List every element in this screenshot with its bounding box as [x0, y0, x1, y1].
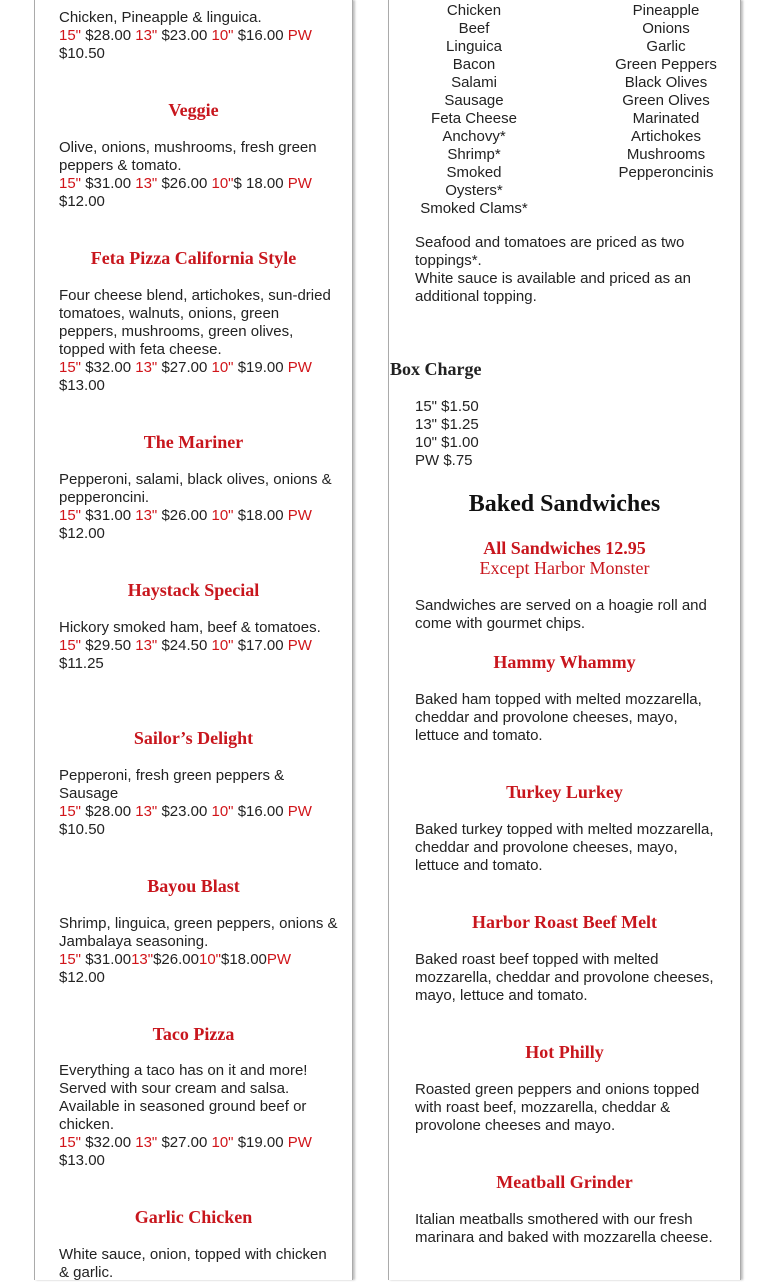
size-pw-label: PW [287, 637, 312, 654]
veg-topping-item: Marinated [632, 110, 700, 127]
size-pw-label: PW [287, 359, 312, 376]
pizza-desc: Hickory smoked ham, beef & tomatoes. [59, 619, 321, 636]
size-15-label: 15" [59, 27, 82, 44]
size-pw-label: PW [287, 27, 312, 44]
price-10: $19.00 [237, 1134, 284, 1151]
intro-desc: Chicken, Pineapple & linguica. [59, 9, 262, 26]
box-charge-15: 15" $1.50 [415, 398, 479, 415]
price-13: $26.00 [161, 507, 208, 524]
pizza-menu-column [34, 0, 353, 1280]
pizza-desc: Olive, onions, mushrooms, fresh green peppers & tomato. [59, 139, 317, 174]
size-pw-label: PW [287, 507, 312, 524]
box-charge-13: 13" $1.25 [415, 416, 479, 433]
size-15-label: 15" [59, 175, 82, 192]
price-15: $28.00 [85, 803, 132, 820]
sandwiches-except-line: Except Harbor Monster [479, 558, 650, 578]
price-15: $32.00 [85, 359, 132, 376]
size-10-label: 10" [211, 1134, 234, 1151]
price-pw: $13.00 [59, 1152, 105, 1169]
size-13-label: 13" [135, 359, 158, 376]
size-15-label: 15" [59, 951, 82, 968]
size-15-label: 15" [59, 359, 82, 376]
price-15: $31.00 [85, 507, 132, 524]
size-pw-label: PW [287, 175, 312, 192]
pizza-title-haystack: Haystack Special [127, 580, 260, 600]
pizza-item-feta [59, 287, 339, 395]
price-pw: $10.50 [59, 45, 105, 62]
price-15: $32.00 [85, 1134, 132, 1151]
size-10-label: 10" [198, 951, 221, 968]
pizza-title-feta: Feta Pizza California Style [90, 248, 297, 268]
sandwich-desc-hot-philly: Roasted green peppers and onions topped with roast beef, mozzarella, cheddar & provolone cheeses and mayo. [415, 1081, 700, 1134]
price-10: $18.00 [237, 507, 284, 524]
size-10-label: 10" [211, 27, 234, 44]
price-pw: $11.25 [59, 655, 104, 672]
pizza-item-bayou [59, 915, 339, 987]
size-13-label: 13" [135, 637, 158, 654]
topping-note-seafood: Seafood and tomatoes are priced as two toppings*. [415, 234, 685, 269]
price-pw: $12.00 [59, 525, 105, 542]
meat-topping-item: Salami [451, 74, 497, 91]
size-13-label: 13" [131, 951, 154, 968]
pizza-desc: Shrimp, linguica, green peppers, onions & Jambalaya seasoning. [59, 915, 338, 950]
veg-topping-item: Artichokes [630, 128, 702, 145]
meat-topping-item: Sausage [444, 92, 504, 109]
price-10: $17.00 [237, 637, 284, 654]
size-10-label: 10" [211, 359, 234, 376]
size-15-label: 15" [59, 803, 82, 820]
price-13: $24.50 [161, 637, 208, 654]
pizza-desc: White sauce, onion, topped with chicken & garlic. [59, 1246, 327, 1281]
meat-topping-item: Chicken [446, 2, 502, 19]
pizza-item-taco [59, 1062, 339, 1170]
veg-topping-item: Garlic [646, 38, 686, 55]
veg-topping-item: Pepperoncinis [618, 164, 714, 181]
sandwich-title-meatball-grinder: Meatball Grinder [496, 1172, 633, 1192]
box-charge-list [415, 398, 725, 470]
veg-topping-item: Onions [642, 20, 690, 37]
price-13: $23.00 [161, 803, 208, 820]
topping-note-white-sauce: White sauce is available and priced as an additional topping. [415, 270, 691, 305]
meat-topping-item: Beef [458, 20, 490, 37]
price-13: $26.00 [161, 175, 208, 192]
meat-topping-item: Smoked Clams* [420, 200, 528, 217]
sandwich-title-hot-philly: Hot Philly [525, 1042, 604, 1062]
veg-topping-item: Pineapple [632, 2, 700, 19]
sandwich-title-hammy-whammy: Hammy Whammy [493, 652, 636, 672]
price-10: $19.00 [237, 359, 284, 376]
size-10-label: 10" [211, 637, 234, 654]
size-pw-label: PW [266, 951, 292, 968]
meat-topping-item: Bacon [452, 56, 496, 73]
price-10: $ 18.00 [233, 175, 284, 192]
size-10-label: 10" [211, 803, 234, 820]
size-15-label: 15" [59, 1134, 82, 1151]
size-10-label: 10" [211, 175, 234, 192]
sandwich-desc-meatball-grinder: Italian meatballs smothered with our fresh marinara and baked with mozzarella cheese. [415, 1211, 713, 1246]
pizza-title-bayou: Bayou Blast [147, 876, 240, 896]
meat-topping-item: Smoked [446, 164, 502, 181]
price-13: $23.00 [161, 27, 208, 44]
size-13-label: 13" [135, 27, 158, 44]
size-13-label: 13" [135, 175, 158, 192]
box-charge-pw: PW $.75 [415, 452, 473, 469]
meat-topping-item: Shrimp* [447, 146, 501, 163]
pizza-title-taco: Taco Pizza [152, 1024, 235, 1044]
pizza-title-sailor: Sailor’s Delight [133, 728, 254, 748]
sandwich-desc-hammy-whammy: Baked ham topped with melted mozzarella, cheddar and provolone cheeses, mayo, lettuce and tomato. [415, 691, 702, 744]
veg-topping-item: Mushrooms [626, 146, 706, 163]
price-pw: $10.50 [59, 821, 105, 838]
pizza-item-haystack [59, 619, 339, 673]
price-13: $27.00 [161, 1134, 208, 1151]
price-15: $29.50 [85, 637, 132, 654]
meat-toppings-list [409, 2, 539, 218]
sandwiches-price-line: All Sandwiches 12.95 [483, 538, 646, 558]
price-10: $18.00 [221, 951, 267, 968]
price-pw: $12.00 [59, 193, 105, 210]
price-10: $16.00 [237, 27, 284, 44]
sandwiches-intro: Sandwiches are served on a hoagie roll and come with gourmet chips. [415, 597, 707, 632]
size-13-label: 13" [135, 803, 158, 820]
veggie-toppings-list [601, 2, 731, 182]
sandwiches-title: Baked Sandwiches [468, 491, 661, 517]
pizza-desc: Everything a taco has on it and more! Served with sour cream and salsa. Available in seasoned ground beef or chicken. [59, 1062, 308, 1133]
sandwich-desc-roast-beef-melt: Baked roast beef topped with melted mozzarella, cheddar and provolone cheeses, mayo, lettuce and tomato. [415, 951, 714, 1004]
meat-topping-item: Oysters* [445, 182, 503, 199]
pizza-desc: Pepperoni, fresh green peppers & Sausage [59, 767, 285, 802]
pizza-desc: Four cheese blend, artichokes, sun-dried tomatoes, walnuts, onions, green peppers, mushrooms, green olives, topped with feta cheese. [59, 287, 331, 358]
price-pw: $13.00 [59, 377, 105, 394]
toppings-sandwich-column [388, 0, 741, 1280]
price-13: $26.00 [153, 951, 199, 968]
pizza-title-mariner: The Mariner [143, 432, 244, 452]
size-13-label: 13" [135, 507, 158, 524]
meat-topping-item: Linguica [446, 38, 502, 55]
meat-topping-item: Anchovy* [442, 128, 506, 145]
price-10: $16.00 [237, 803, 284, 820]
price-15: $28.00 [85, 27, 132, 44]
pizza-item-mariner [59, 471, 339, 543]
pizza-title-veggie: Veggie [168, 100, 219, 120]
size-13-label: 13" [135, 1134, 158, 1151]
veg-topping-item: Green Peppers [615, 56, 717, 73]
box-charge-10: 10" $1.00 [415, 434, 479, 451]
meat-topping-item: Feta Cheese [431, 110, 517, 127]
pizza-item-veggie [59, 139, 339, 211]
intro-item [59, 9, 339, 63]
pizza-item-sailor [59, 767, 339, 839]
veg-topping-item: Black Olives [624, 74, 708, 91]
price-13: $27.00 [161, 359, 208, 376]
sandwich-desc-turkey-lurkey: Baked turkey topped with melted mozzarella, cheddar and provolone cheeses, mayo, lettuce and tomato. [415, 821, 714, 874]
sandwich-title-turkey-lurkey: Turkey Lurkey [506, 782, 623, 802]
sandwich-title-roast-beef-melt: Harbor Roast Beef Melt [471, 912, 658, 932]
box-charge-title: Box Charge [390, 359, 482, 379]
pizza-title-garlic-chicken: Garlic Chicken [134, 1207, 253, 1227]
price-15: $31.00 [85, 951, 132, 968]
size-pw-label: PW [287, 803, 312, 820]
veg-topping-item: Green Olives [622, 92, 710, 109]
price-15: $31.00 [85, 175, 132, 192]
pizza-desc: Pepperoni, salami, black olives, onions & pepperoncini. [59, 471, 332, 506]
price-pw: $12.00 [59, 969, 105, 986]
size-15-label: 15" [59, 637, 82, 654]
pizza-item-garlic-chicken [59, 1246, 339, 1282]
size-10-label: 10" [211, 507, 234, 524]
size-pw-label: PW [287, 1134, 312, 1151]
size-15-label: 15" [59, 507, 82, 524]
